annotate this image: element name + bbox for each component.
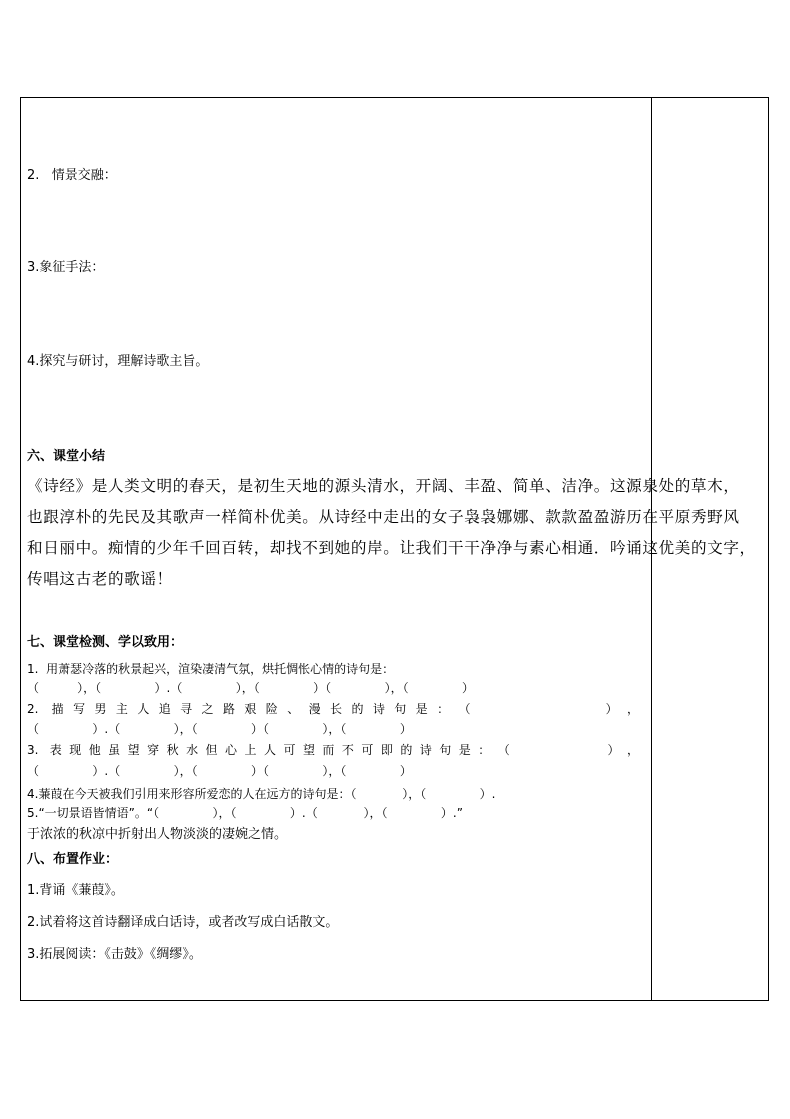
summary-heading: 六、课堂小结 (27, 449, 106, 464)
question-5-continued: 于浓浓的秋凉中折射出人物淡淡的凄婉之情。 (27, 827, 288, 842)
question-1-blanks: （ ），（ ）.（ ），（ ）（ ），（ ） (27, 681, 474, 695)
homework-item: 2.试着将这首诗翻译成白话诗，或者改写成白话散文。 (27, 915, 339, 930)
question-4: 4.蒹葭在今天被我们引用来形容所爱恋的人在远方的诗句是：（ ），（ ）. (27, 787, 496, 801)
item-theme-inquiry: 4.探究与研讨，理解诗歌主旨。 (27, 354, 209, 369)
test-heading: 七、课堂检测、学以致用： (27, 635, 184, 650)
question-3: 3. 表 现 他 虽 望 穿 秋 水 但 心 上 人 可 望 而 不 可 即 的 诗 句 是 ： （ ） ， (27, 743, 639, 757)
summary-line: 也跟淳朴的先民及其歌声一样简朴优美。从诗经中走出的女子袅袅娜娜、款款盈盈游历在平原秀野风 (27, 508, 740, 526)
question-5: 5.“一切景语皆情语”。“（ ），（ ）.（ ），（ ）.” (27, 806, 463, 820)
question-2: 2. 描 写 男 主 人 追 寻 之 路 艰 险 、 漫 长 的 诗 句 是 ： （ ） ， (27, 702, 639, 716)
question-3-blanks: （ ）.（ ），（ ）（ ），（ ） (27, 764, 412, 778)
homework-item: 1.背诵《蒹葭》。 (27, 883, 124, 898)
item-symbolism: 3.象征手法： (27, 260, 105, 275)
homework-item: 3.拓展阅读：《击鼓》《绸缪》。 (27, 947, 202, 962)
question-2-blanks: （ ）.（ ），（ ）（ ），（ ） (27, 722, 412, 736)
item-emotion-scene: 2. 情景交融： (27, 168, 117, 183)
summary-line: 《诗经》是人类文明的春天，是初生天地的源头清水，开阔、丰盈、简单、洁净。这源泉处的草木， (27, 477, 740, 495)
summary-line: 和日丽中。痴情的少年千回百转，却找不到她的岸。让我们干干净净与素心相通．吟诵这优美的文字， (27, 539, 756, 557)
summary-line: 传唱这古老的歌谣！ (27, 570, 173, 588)
homework-heading: 八、布置作业： (27, 852, 119, 867)
question-1: 1. 用萧瑟冷落的秋景起兴，渲染凄清气氛，烘托惆怅心情的诗句是： (27, 662, 395, 676)
